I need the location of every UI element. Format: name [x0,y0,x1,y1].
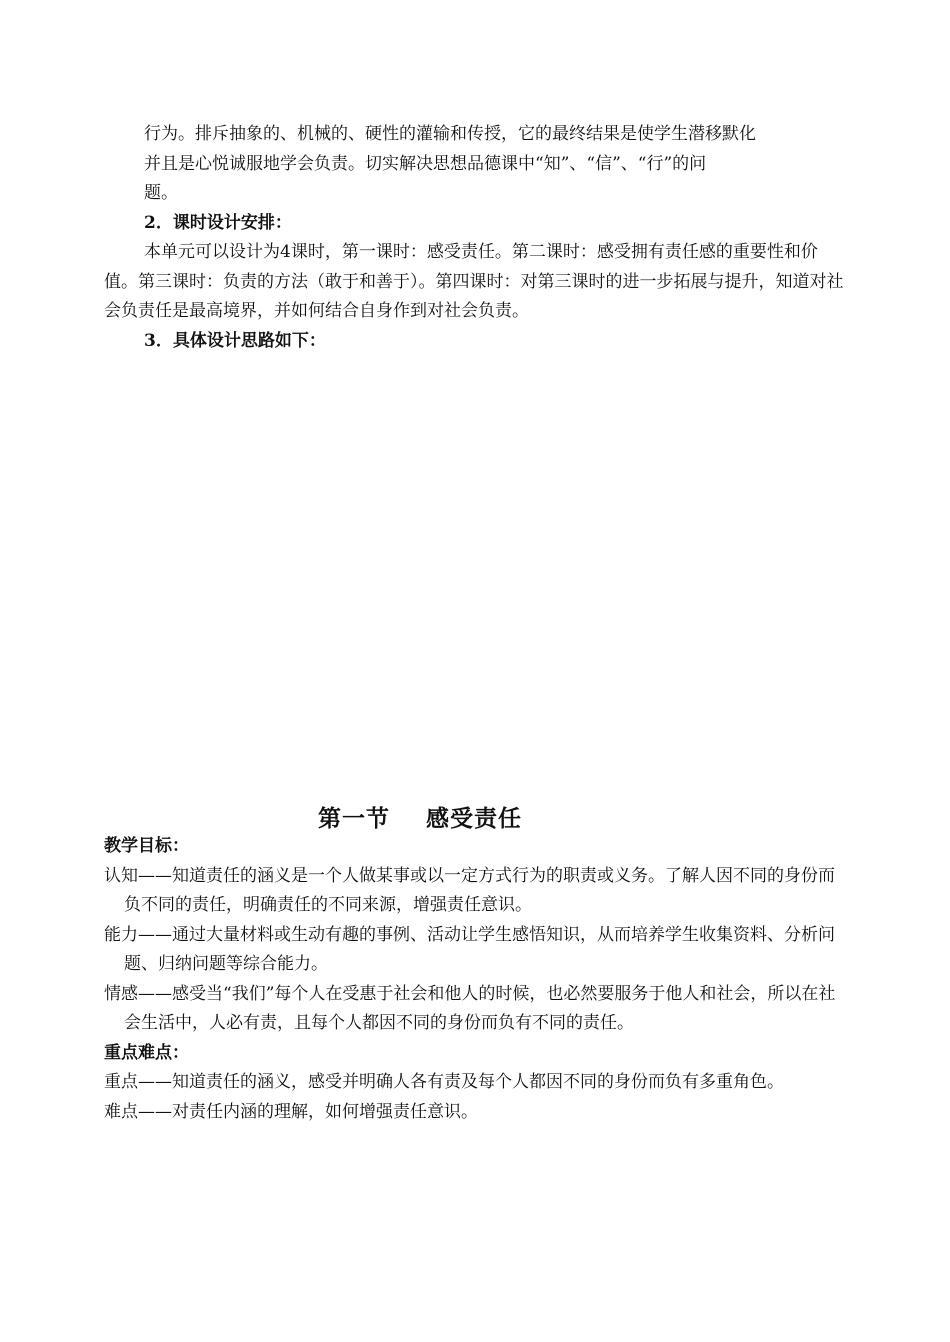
section-heading-3: 3．具体设计思路如下： [144,330,326,351]
section-body [104,832,848,1127]
paragraph-line: 并且是心悦诚服地学会负责。切实解决思想品德课中“知”、“信”、“行”的问 [144,153,707,174]
key-points-heading: 重点难点： [104,1042,189,1063]
goal-cognition: 认知——知道责任的涵义是一个人做某事或以一定方式行为的职责或义务。了解人因不同的身份而负不同的责任，明确责任的不同来源，增强责任意识。 [104,865,835,915]
paragraph-line: 行为。排斥抽象的、机械的、硬性的灌输和传授，它的最终结果是使学生潜移默化 [144,124,756,144]
section-heading-2: 2．课时设计安排： [144,212,292,233]
schedule-paragraph: 本单元可以设计为4课时，第一课时：感受责任。第二课时：感受拥有责任感的重要性和价值。第三课时：负责的方法（敢于和善于）。第四课时：对第三课时的进一步拓展与提升，知道对社会负责任是最高境界，并如何结合自身作到对社会负责。 [104,242,844,321]
goal-ability: 能力——通过大量材料或生动有趣的事例、活动让学生感悟知识，从而培养学生收集资料、分析问题、归纳问题等综合能力。 [104,924,835,974]
intro-block [104,120,848,356]
goals-heading: 教学目标： [104,836,189,856]
difficult-point: 难点——对责任内涵的理解，如何增强责任意识。 [104,1101,478,1122]
goal-emotion: 情感——感受当“我们”每个人在受惠于社会和他人的时候，也必然要服务于他人和社会，所以在社会生活中，人必有责，且每个人都因不同的身份而负有不同的责任。 [104,983,836,1033]
key-point: 重点——知道责任的涵义，感受并明确人各有责及每个人都因不同的身份而负有多重角色。 [104,1072,784,1092]
paragraph-line: 题。 [144,183,178,203]
section-title: 第一节 感受责任 [317,805,523,832]
